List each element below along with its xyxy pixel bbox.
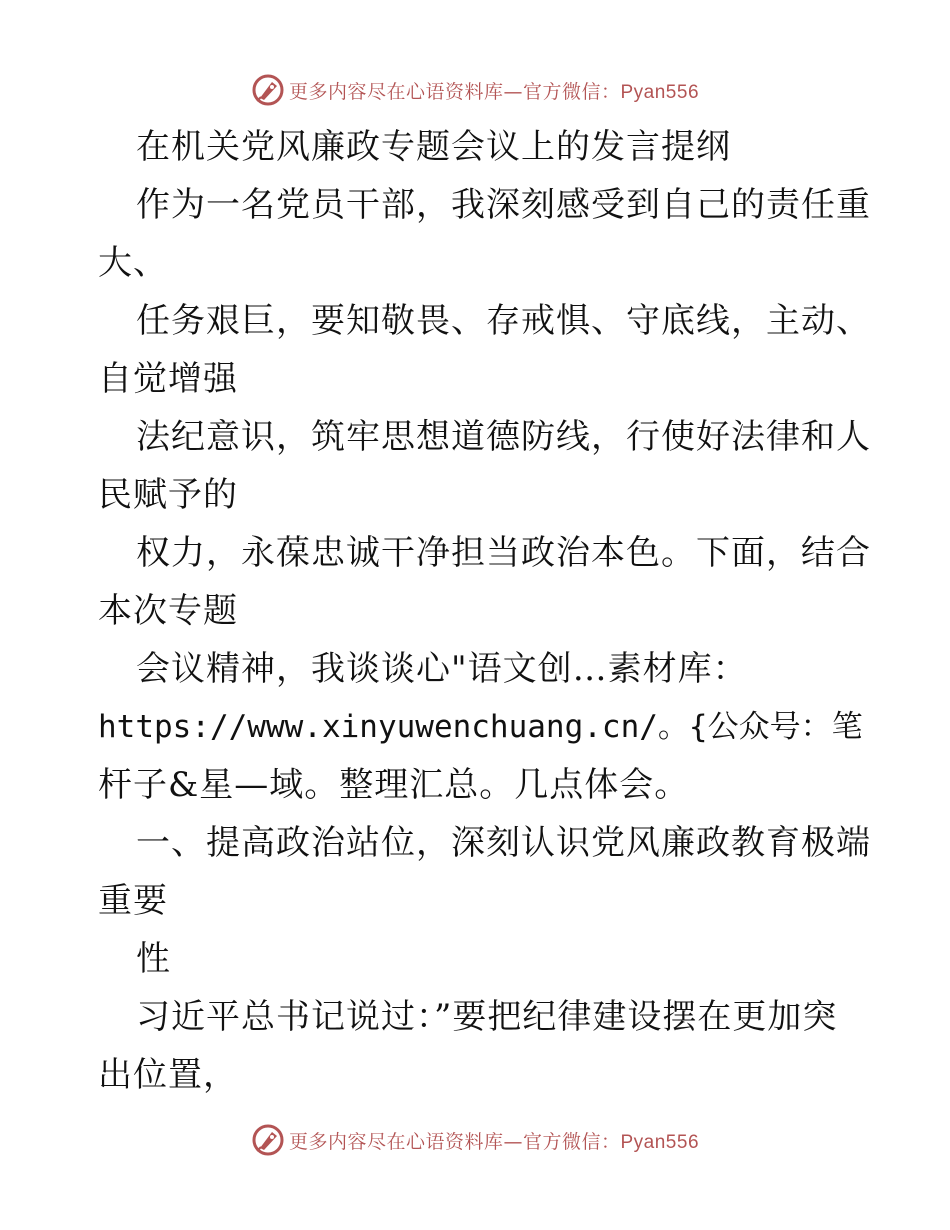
watermark-text: 更多内容尽在心语资料库—官方微信：Pyan556 bbox=[288, 80, 700, 103]
text-line: 出位置， bbox=[98, 1055, 238, 1095]
text-line: 习近平总书记说过：”要把纪律建设摆在更加突 bbox=[136, 997, 838, 1037]
watermark-text: 更多内容尽在心语资料库—官方微信：Pyan556 bbox=[288, 1130, 700, 1153]
text-line: 大、 bbox=[98, 243, 168, 283]
wechat-id: Pyan556 bbox=[620, 1131, 700, 1153]
wechat-id: Pyan556 bbox=[620, 81, 700, 103]
pen-nib-logo-icon bbox=[251, 73, 285, 107]
text-line: 一、提高政治站位，深刻认识党风廉政教育极端 bbox=[136, 823, 871, 863]
text-line: 杆子&星—域。整理汇总。几点体会。 bbox=[98, 765, 690, 805]
text-line: 本次专题 bbox=[98, 591, 238, 631]
text-line: 自觉增强 bbox=[98, 359, 238, 399]
text-line: 民赋予的 bbox=[98, 475, 238, 515]
text-line: 性 bbox=[136, 939, 171, 979]
text-line: 权力，永葆忠诚干净担当政治本色。下面，结合 bbox=[136, 533, 871, 573]
header-watermark bbox=[0, 70, 950, 110]
document-body bbox=[98, 118, 871, 1104]
footer-watermark bbox=[0, 1120, 950, 1160]
text-line: 法纪意识，筑牢思想道德防线，行使好法律和人 bbox=[136, 417, 871, 457]
text-line: 会议精神，我谈谈心"语文创…素材库： bbox=[136, 649, 748, 689]
text-line: 作为一名党员干部，我深刻感受到自己的责任重 bbox=[136, 185, 871, 225]
text-line: 任务艰巨，要知敬畏、存戒惧、守底线，主动、 bbox=[136, 301, 871, 341]
document-title: 在机关党风廉政专题会议上的发言提纲 bbox=[136, 127, 731, 167]
text-line: https://www.xinyuwenchuang.cn/。{公众号：笔 bbox=[98, 709, 863, 745]
pen-nib-logo-icon bbox=[251, 1123, 285, 1157]
text-line: 重要 bbox=[98, 881, 168, 921]
